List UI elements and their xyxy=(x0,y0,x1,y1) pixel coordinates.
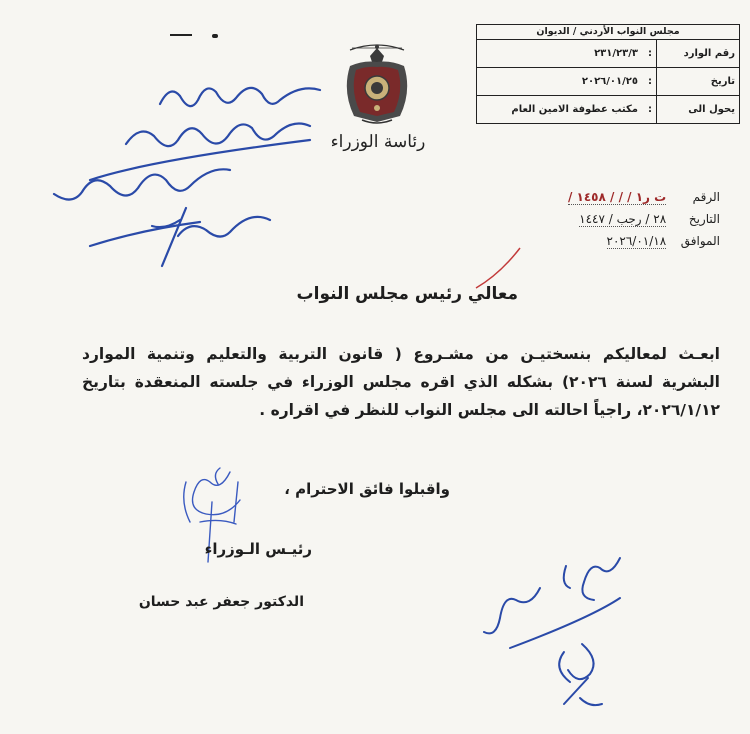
signatory-title: رئيـس الـوزراء xyxy=(204,540,312,558)
reference-number-value: ت ر١ / / / ١٤٥٨ / xyxy=(567,190,667,204)
emblem-caption: رئاسة الوزراء xyxy=(330,132,426,152)
salutation: معالي رئيس مجلس النواب xyxy=(296,284,518,304)
stamp-label: رقم الوارد xyxy=(656,40,739,67)
closing-line: واقبلوا فائق الاحترام ، xyxy=(284,480,450,498)
stamp-header: مجلس النواب الأردني / الديوان xyxy=(477,25,739,40)
letter-body: ابعـث لمعاليكم بنسختيـن من مشـروع ( قانون التربية والتعليم وتنمية الموارد البشرية لسنة ٢٠٢٦) بشكله الذي اقره مجلس الوزراء في جلسته المنعقدة بتاريخ ٢٠٢٦/١/١٢، راجياً احالته الى مجلس النواب للنظر في اقراره . xyxy=(82,345,720,419)
stamp-row-date: تاريخ : ٢٠٢٦/٠١/٢٥ xyxy=(477,68,739,96)
stamp-value: ٢٣١/٢٣/٣ xyxy=(594,48,638,59)
reference-hijri-date xyxy=(579,212,720,227)
top-mark xyxy=(170,34,192,36)
signatory-name: الدكتور جعفر عبد حسان xyxy=(138,594,304,610)
stamp-row-referral: يحول الى : مكتب عطوفة الامين العام xyxy=(477,96,739,123)
stamp-label: تاريخ xyxy=(656,68,739,95)
stamp-label: يحول الى xyxy=(656,96,739,123)
reference-number-label: الرقم xyxy=(692,190,720,204)
jordan-emblem-icon xyxy=(332,36,422,128)
stamp-value: مكتب عطوفة الامين العام xyxy=(511,104,638,115)
stamp-value: ٢٠٢٦/٠١/٢٥ xyxy=(581,76,638,87)
handwritten-note-icon xyxy=(470,548,640,718)
reference-gregorian-label: الموافق xyxy=(680,234,720,248)
reference-hijri-value: ٢٨ / رجب / ١٤٤٧ xyxy=(579,212,667,226)
handwritten-annotation-icon xyxy=(30,70,330,290)
reference-gregorian-value: ٢٠٢٦/٠١/١٨ xyxy=(606,234,667,248)
registry-stamp xyxy=(476,24,740,124)
reference-number xyxy=(568,190,720,205)
top-dot xyxy=(212,34,218,38)
reference-hijri-label: التاريخ xyxy=(688,212,720,226)
stamp-row-incoming-number: رقم الوارد : ٢٣١/٢٣/٣ xyxy=(477,40,739,68)
reference-gregorian-date xyxy=(607,234,720,249)
